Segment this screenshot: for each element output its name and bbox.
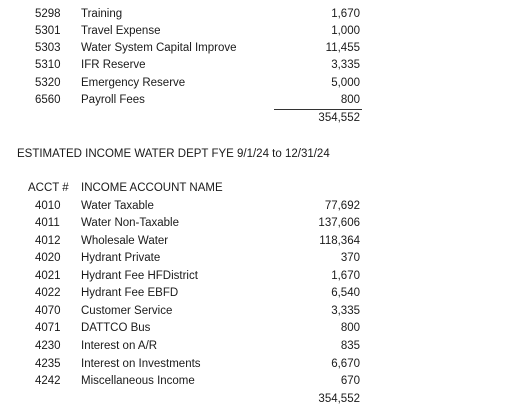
account-name: Training [81,8,123,20]
account-name: Water Taxable [81,200,154,212]
account-name: Interest on A/R [81,340,158,352]
amount: 137,606 [318,217,360,229]
acct-number: 5303 [35,42,61,54]
amount: 800 [340,94,360,106]
acct-number: 4021 [35,270,61,282]
expense-total: 354,552 [318,112,360,124]
account-name: Hydrant Private [81,252,161,264]
amount: 5,000 [331,77,360,89]
name-column-header: INCOME ACCOUNT NAME [81,182,223,194]
account-name: Hydrant Fee HFDistrict [81,270,198,282]
acct-number: 4242 [35,375,61,387]
amount: 118,364 [319,235,360,247]
income-section-title: ESTIMATED INCOME WATER DEPT FYE 9/1/24 to 12/31/24 [17,148,330,160]
acct-number: 4230 [35,340,61,352]
acct-number: 4011 [35,217,60,229]
amount: 6,670 [331,358,360,370]
amount: 11,455 [325,42,360,54]
acct-number: 5301 [35,25,61,37]
account-name: IFR Reserve [81,59,146,71]
amount: 835 [340,340,360,352]
account-name: Interest on Investments [81,358,201,370]
acct-number: 4022 [35,287,61,299]
acct-number: 5298 [35,8,61,20]
acct-number: 4235 [35,358,61,370]
amount: 800 [340,322,360,334]
amount: 670 [340,375,360,387]
account-name: Water System Capital Improve [81,42,237,54]
acct-number: 4070 [35,305,61,317]
amount: 77,692 [324,200,360,212]
acct-number: 6560 [35,94,61,106]
income-total: 354,552 [318,393,360,405]
amount: 3,335 [331,305,360,317]
account-name: DATTCO Bus [81,322,151,334]
acct-column-header: ACCT # [28,182,69,194]
acct-number: 5320 [35,77,61,89]
account-name: Customer Service [81,305,173,317]
account-name: Water Non-Taxable [81,217,180,229]
acct-number: 4020 [35,252,61,264]
amount: 3,335 [331,59,360,71]
amount: 6,540 [331,287,360,299]
account-name: Travel Expense [81,25,161,37]
acct-number: 5310 [35,59,61,71]
amount: 1,000 [331,25,360,37]
acct-number: 4012 [35,235,61,247]
account-name: Wholesale Water [81,235,169,247]
amount: 1,670 [331,270,360,282]
account-name: Hydrant Fee EBFD [81,287,179,299]
amount: 370 [340,252,360,264]
acct-number: 4071 [35,322,61,334]
acct-number: 4010 [35,200,61,212]
amount: 1,670 [331,8,360,20]
account-name: Miscellaneous Income [81,375,195,387]
account-name: Payroll Fees [81,94,145,106]
account-name: Emergency Reserve [81,77,186,89]
